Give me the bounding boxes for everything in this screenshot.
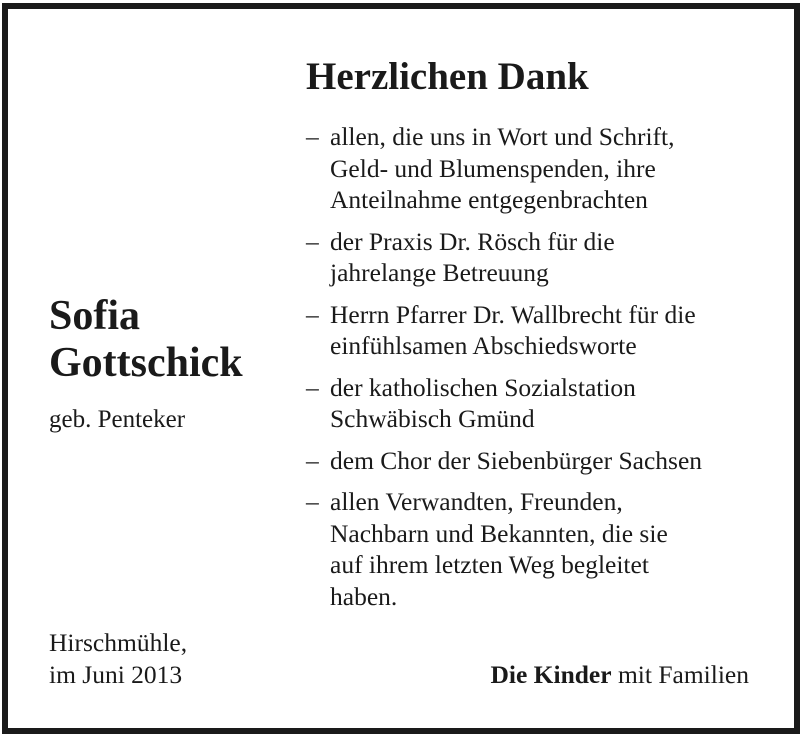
- thanks-line: einfühlsamen Abschiedsworte: [330, 331, 637, 360]
- signature: [490, 659, 749, 691]
- maiden-name: geb. Penteker: [49, 406, 186, 433]
- thanks-line: dem Chor der Siebenbürger Sachsen: [330, 445, 703, 475]
- thanks-line: Schwäbisch Gmünd: [330, 404, 535, 433]
- dash-bullet: –: [306, 445, 319, 475]
- thanks-line: haben.: [330, 581, 398, 611]
- thanks-line: allen, die uns in Wort und Schrift,: [330, 122, 675, 151]
- thanks-line: Anteilnahme entgegenbrachten: [330, 185, 648, 214]
- thanks-item: [306, 299, 776, 362]
- thanks-item: [306, 121, 776, 216]
- dash-bullet: –: [306, 122, 319, 151]
- place-date: [49, 627, 187, 691]
- deceased-name: [49, 293, 243, 387]
- dash-bullet: –: [306, 487, 319, 516]
- thanks-line: der katholischen Sozialstation: [330, 372, 636, 402]
- thanks-line: Geld- und Blumenspenden, ihre: [330, 153, 656, 183]
- thanks-line: allen Verwandten, Freunden,: [330, 487, 623, 516]
- obituary-card: [2, 3, 800, 734]
- signature-rest: mit Familien: [617, 660, 749, 689]
- thanks-line: Nachbarn und Bekannten, die sie: [330, 518, 668, 548]
- thanks-item: [306, 486, 776, 612]
- first-name: Sofia: [49, 293, 141, 339]
- thanks-item: [306, 226, 776, 289]
- signature-bold: Die Kinder: [490, 660, 612, 689]
- thanks-line: der Praxis Dr. Rösch für die: [330, 226, 615, 256]
- thanks-list: [306, 121, 776, 622]
- thanks-line: Herrn Pfarrer Dr. Wallbrecht für die: [330, 299, 696, 329]
- last-name: Gottschick: [49, 340, 243, 386]
- page-title: Herzlichen Dank: [306, 55, 589, 98]
- thanks-item: [306, 372, 776, 435]
- dash-bullet: –: [306, 299, 319, 329]
- dash-bullet: –: [306, 226, 319, 256]
- date: im Juni 2013: [49, 660, 183, 689]
- dash-bullet: –: [306, 372, 319, 402]
- thanks-item: [306, 445, 776, 477]
- thanks-line: jahrelange Betreuung: [330, 258, 549, 287]
- thanks-line: auf ihrem letzten Weg begleitet: [330, 550, 649, 579]
- place: Hirschmühle,: [49, 628, 188, 657]
